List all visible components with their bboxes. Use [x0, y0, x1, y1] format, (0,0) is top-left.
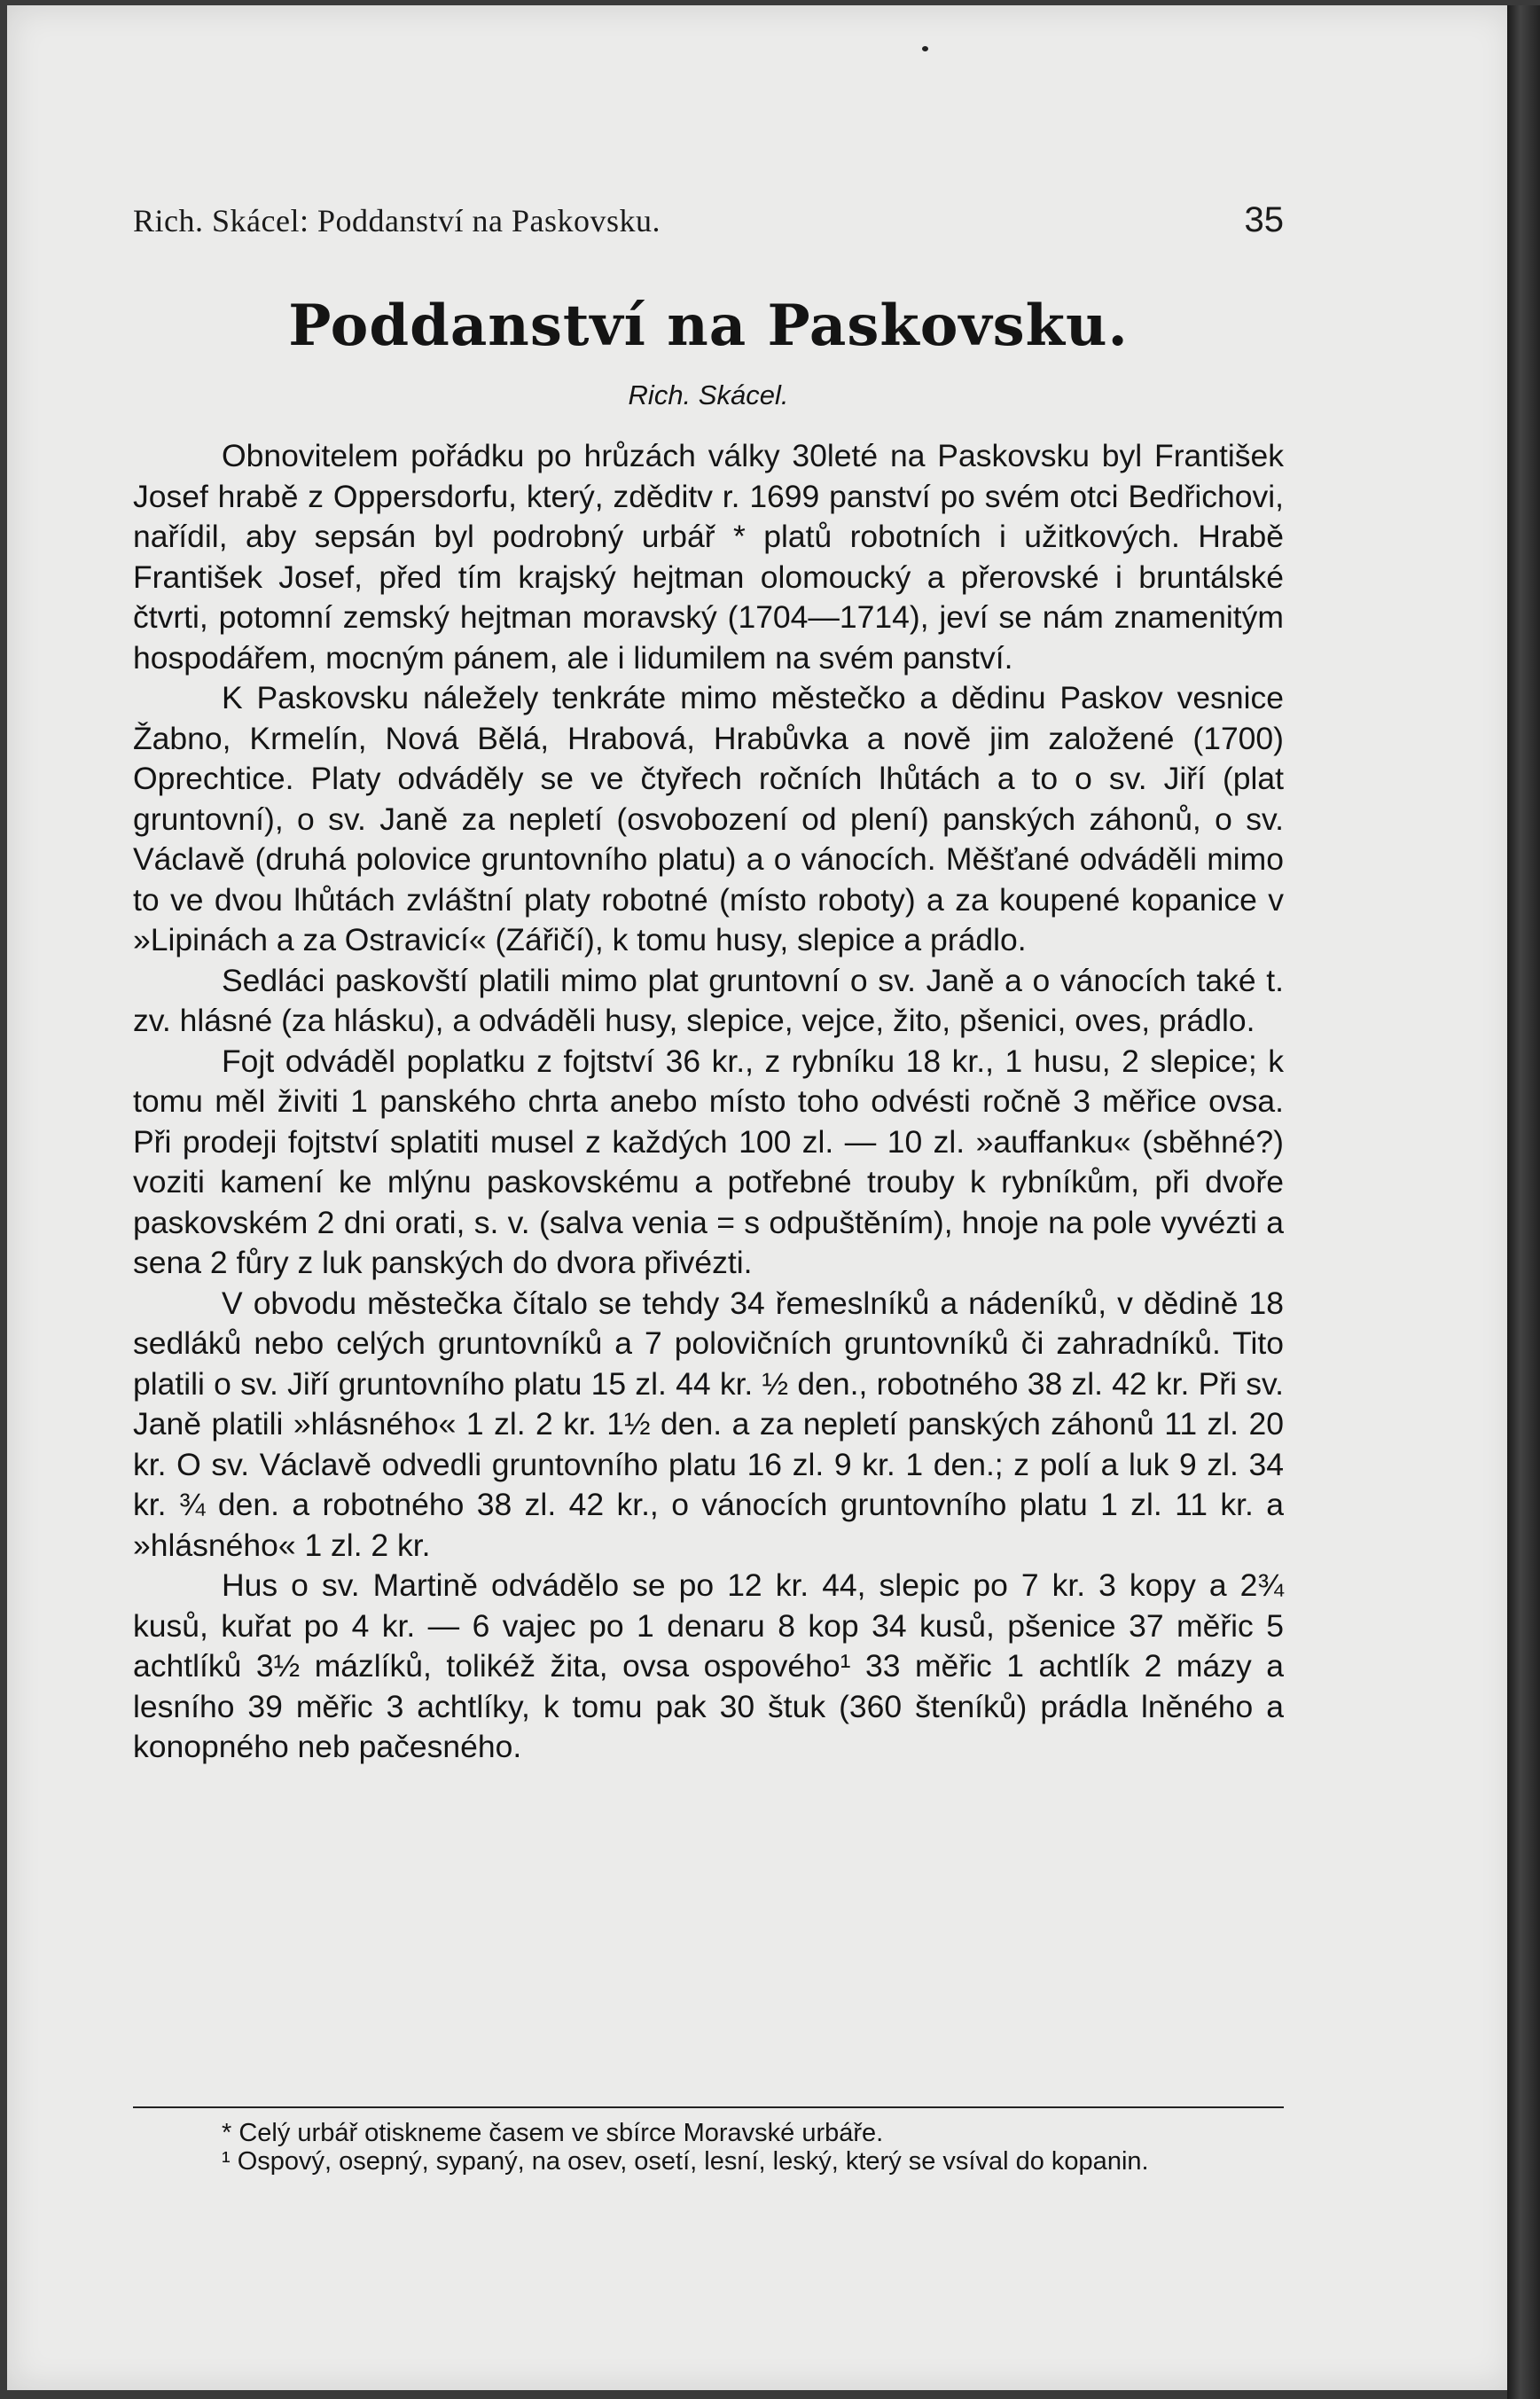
article-body [133, 436, 1284, 1768]
running-title: Rich. Skácel: Poddanství na Paskovsku. [133, 203, 661, 238]
scan-speck [922, 46, 928, 51]
footnote: * Celý urbář otiskneme časem ve sbírce Moravské urbáře. [222, 2119, 884, 2147]
footnote: ¹ Ospový, osepný, sypaný, na osev, osetí, lesní, leský, který se vsíval do kopanin. [222, 2147, 1149, 2176]
paragraph: Obnovitelem pořádku po hrůzách války 30leté na Paskovsku byl František Josef hrabě z Oppersdorfu, který, zděditv r. 1699 panství po svém otci Bedřichovi, nařídil, aby sepsán byl podrobný urbář * platů robotních i užitkových. Hrabě František Josef, před tím krajský hejtman olomoucký a přerovské i bruntálské čtvrti, potomní zemský hejtman moravský (1704—1714), jeví se nám znamenitým hospodářem, mocným pánem, ale i lidumilem na svém panství. [133, 438, 1284, 676]
paragraph: Fojt odváděl poplatku z fojtství 36 kr., z rybníku 18 kr., 1 husu, 2 slepice; k tomu měl živiti 1 panského chrta anebo místo toho odvésti ročně 3 měřice ovsa. Při prodeji fojtství splatiti musel z každých 100 zl. — 10 zl. »auffanku« (sběhné?) voziti kamení ke mlýnu paskovskému a potřebné trouby k rybníkům, při dvoře paskovském 2 dni orati, s. v. (salva venia = s odpuštěním), hnoje na pole vyvézti a sena 2 fůry z luk panských do dvora přivézti. [133, 1043, 1284, 1280]
paragraph: Sedláci paskovští platili mimo plat gruntovní o sv. Janě a o vánocích také t. zv. hlásné (za hlásku), a odváděli husy, slepice, vejce, žito, pšenici, oves, prádlo. [133, 962, 1284, 1038]
paragraph: K Paskovsku náležely tenkráte mimo městečko a dědinu Paskov vesnice Žabno, Krmelín, Nová Bělá, Hrabová, Hrabůvka a nově jim založené (1700) Oprechtice. Platy odváděly se ve čtyřech ročních lhůtách a to o sv. Jiří (plat gruntovní), o sv. Janě za nepletí (osvobození od plení) panských záhonů, o sv. Václavě (druhá polovice gruntovního platu) a o vánocích. Měšťané odváděli mimo to ve dvou lhůtách zvláštní platy robotné (místo roboty) a za koupené kopanice v »Lipinách a za Ostravicí« (Zářičí), k tomu husy, slepice a prádlo. [133, 680, 1284, 957]
paragraph: Hus o sv. Martině odvádělo se po 12 kr. 44, slepic po 7 kr. 3 kopy a 2¾ kusů, kuřat po 4 kr. — 6 vajec po 1 denaru 8 kop 34 kusů, pšenice 37 měřic 5 achtlíků 3½ mázlíků, tolikéž žita, ovsa ospového¹ 33 měřic 1 achtlík 2 mázy a lesního 39 měřic 3 achtlíky, k tomu pak 30 štuk (360 šteníků) prádla lněného a konopného neb pačesného. [133, 1567, 1284, 1764]
paragraph: V obvodu městečka čítalo se tehdy 34 řemeslníků a nádeníků, v dědině 18 sedláků nebo celých gruntovníků a 7 polovičních gruntovníků či zahradníků. Tito platili o sv. Jiří gruntovního platu 15 zl. 44 kr. ½ den., robotného 38 zl. 42 kr. Při sv. Janě platili »hlásného« 1 zl. 2 kr. 1½ den. a za nepletí panských záhonů 11 zl. 20 kr. O sv. Václavě odvedli gruntovního platu 16 zl. 9 kr. 1 den.; z polí a luk 9 zl. 34 kr. ¾ den. a robotného 38 zl. 42 kr., o vánocích gruntovního platu 1 zl. 11 kr. a »hlásného« 1 zl. 2 kr. [133, 1285, 1284, 1563]
scan-binding-edge [1507, 5, 1540, 2399]
article-title: Poddanství na Paskovsku. [288, 293, 1129, 359]
article-author: Rich. Skácel. [628, 379, 789, 410]
running-header [133, 202, 1284, 255]
footnotes [133, 2119, 1284, 2176]
page-number: 35 [1244, 200, 1284, 239]
footnote-divider [133, 2106, 1284, 2108]
